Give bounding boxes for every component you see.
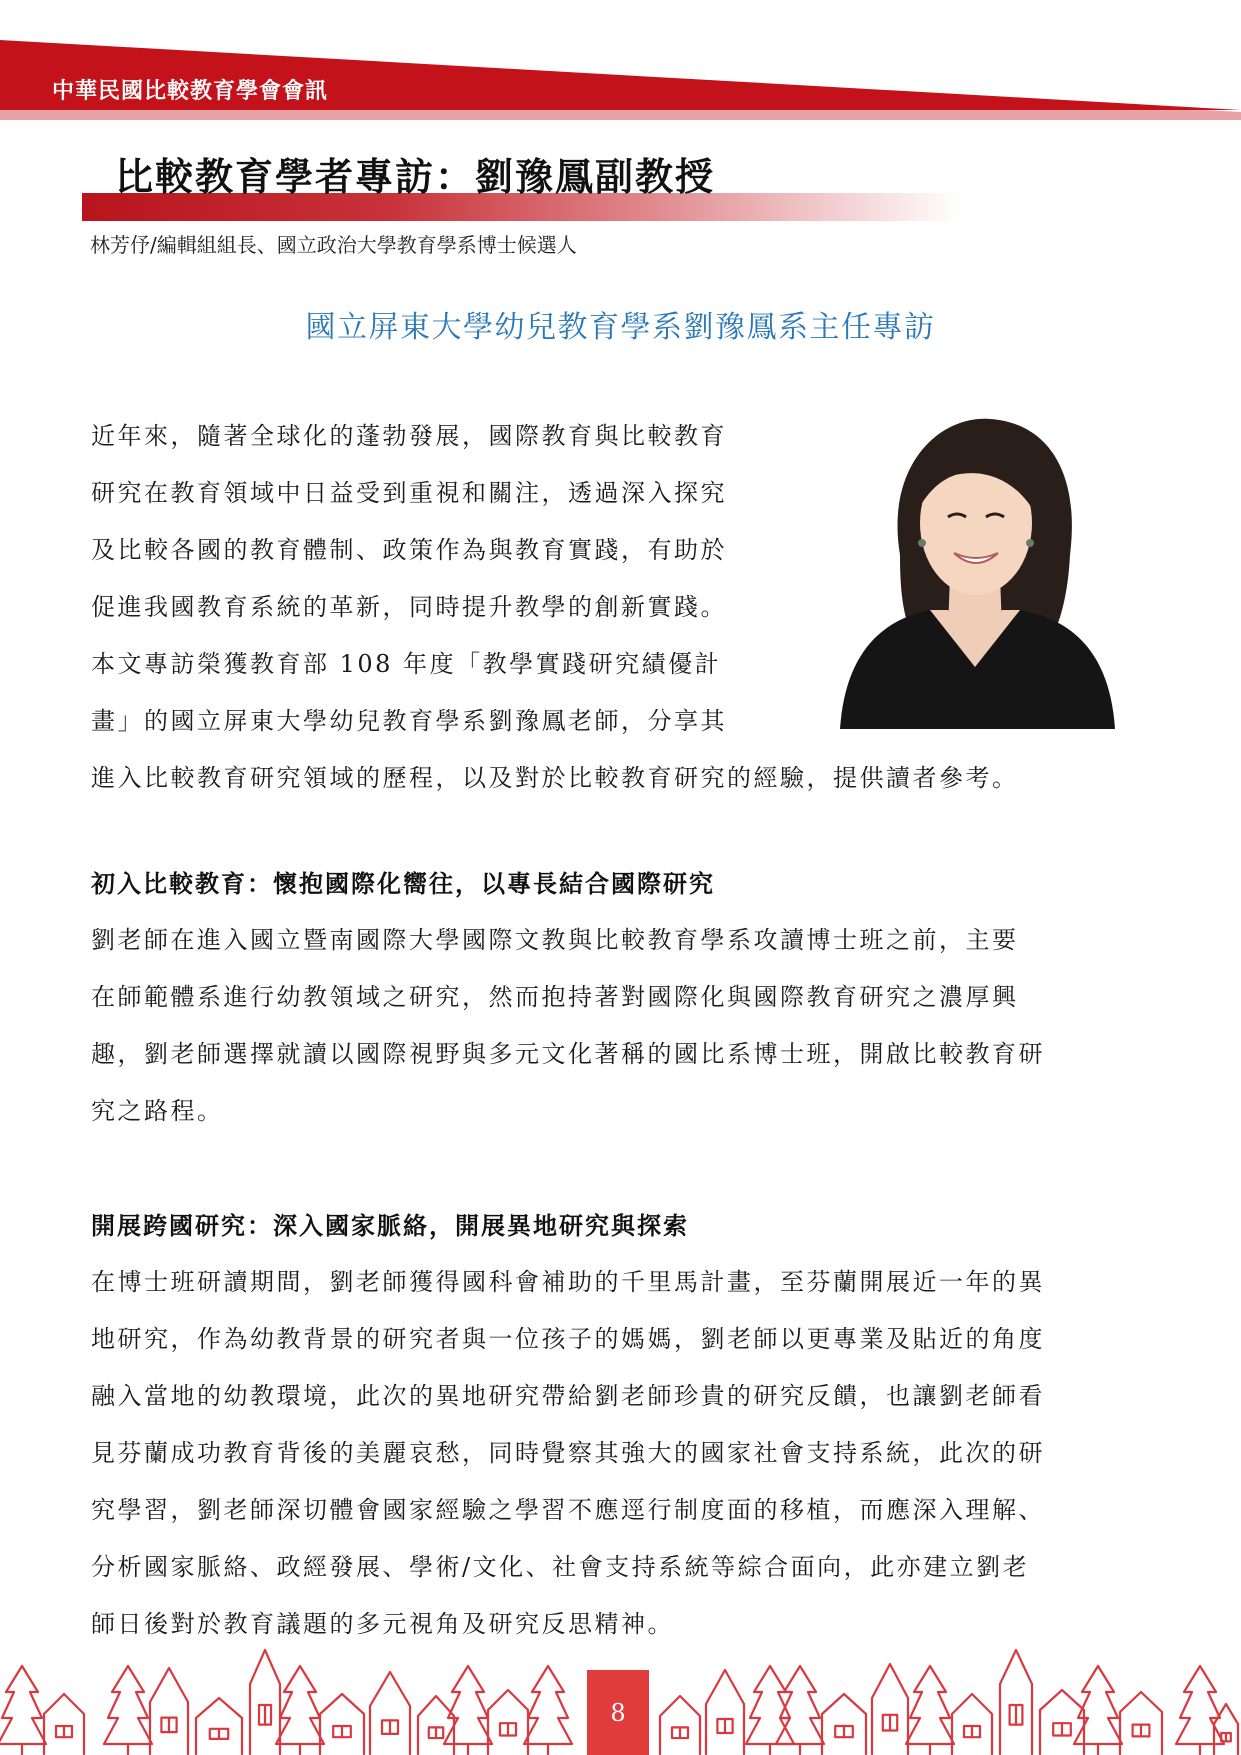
body-line: 趣，劉老師選擇就讀以國際視野與多元文化著稱的國比系博士班，開啟比較教育研 [91, 1040, 1045, 1068]
house-icon [150, 1668, 188, 1754]
house-icon [872, 1664, 908, 1754]
tree-icon [1176, 1666, 1224, 1744]
tree-icon [524, 1666, 572, 1744]
intro-line: 畫」的國立屏東大學幼兒教育學系劉豫鳳老師，分享其 [91, 707, 727, 735]
body-line: 究學習，劉老師深切體會國家經驗之學習不應逕行制度面的移植，而應深入理解、 [91, 1496, 1045, 1524]
tree-icon [906, 1666, 954, 1744]
intro-tail-line: 進入比較教育研究領域的歷程，以及對於比較教育研究的經驗，提供讀者參考。 [91, 764, 1019, 792]
body-line: 分析國家脈絡、政經發展、學術/文化、社會支持系統等綜合面向，此亦建立劉老 [91, 1553, 1030, 1581]
body-line: 地研究，作為幼教背景的研究者與一位孩子的媽媽，劉老師以更專業及貼近的角度 [91, 1325, 1045, 1353]
tree-icon [444, 1666, 492, 1744]
body-line: 師日後對於教育議題的多元視角及研究反思精神。 [91, 1610, 674, 1638]
intro-line: 研究在教育領域中日益受到重視和關注，透過深入探究 [91, 479, 727, 507]
house-icon [418, 1696, 454, 1754]
intro-line: 促進我國教育系統的革新，同時提升教學的創新實踐。 [91, 593, 727, 621]
house-icon [660, 1696, 700, 1754]
tree-icon [104, 1666, 152, 1744]
tree-icon [0, 1666, 46, 1744]
house-icon [1120, 1692, 1162, 1754]
intro-line: 本文專訪榮獲教育部 108 年度「教學實踐研究績優計 [91, 650, 722, 678]
house-icon [370, 1672, 410, 1754]
section-body [91, 912, 1151, 1140]
house-icon [822, 1694, 866, 1754]
intro-line: 近年來，隨著全球化的蓬勃發展，國際教育與比較教育 [91, 422, 727, 450]
newsletter-name: 中華民國比較教育學會會訊 [52, 79, 329, 104]
house-icon [196, 1698, 242, 1754]
body-line: 劉老師在進入國立暨南國際大學國際文教與比較教育學系攻讀博士班之前，主要 [91, 926, 1019, 954]
house-icon [952, 1694, 992, 1754]
article-subtitle: 國立屏東大學幼兒教育學系劉豫鳳系主任專訪 [305, 310, 936, 345]
body-line: 見芬蘭成功教育背後的美麗哀愁，同時覺察其強大的國家社會支持系統，此次的研 [91, 1439, 1045, 1467]
tree-icon [1074, 1666, 1122, 1744]
body-line: 在師範體系進行幼教領域之研究，然而抱持著對國際化與國際教育研究之濃厚興 [91, 983, 1019, 1011]
house-icon [1000, 1650, 1032, 1754]
house-icon [44, 1694, 84, 1754]
house-icon [488, 1690, 528, 1754]
intro-line: 及比較各國的教育體制、政策作為與教育實踐，有助於 [91, 536, 727, 564]
section-heading: 開展跨國研究：深入國家脈絡，開展異地研究與探索 [91, 1211, 689, 1240]
house-icon [706, 1670, 744, 1754]
section-heading: 初入比較教育：懷抱國際化嚮往，以專長結合國際研究 [91, 869, 715, 898]
body-line: 融入當地的幼教環境，此次的異地研究帶給劉老師珍貴的研究反饋，也讓劉老師看 [91, 1382, 1045, 1410]
article-title: 比較教育學者專訪：劉豫鳳副教授 [115, 155, 716, 199]
body-line: 究之路程。 [91, 1097, 224, 1125]
portrait-photo [830, 405, 1120, 729]
article-author: 林芳伃/編輯組組長、國立政治大學教育學系博士候選人 [90, 233, 577, 257]
page-number: 8 [587, 1670, 649, 1755]
house-icon [250, 1650, 280, 1754]
section-body [91, 1254, 1151, 1653]
tree-icon [276, 1666, 324, 1744]
body-line: 在博士班研讀期間，劉老師獲得國科會補助的千里馬計畫，至芬蘭開展近一年的異 [91, 1268, 1045, 1296]
house-icon [320, 1694, 364, 1754]
intro-paragraph [91, 408, 831, 750]
